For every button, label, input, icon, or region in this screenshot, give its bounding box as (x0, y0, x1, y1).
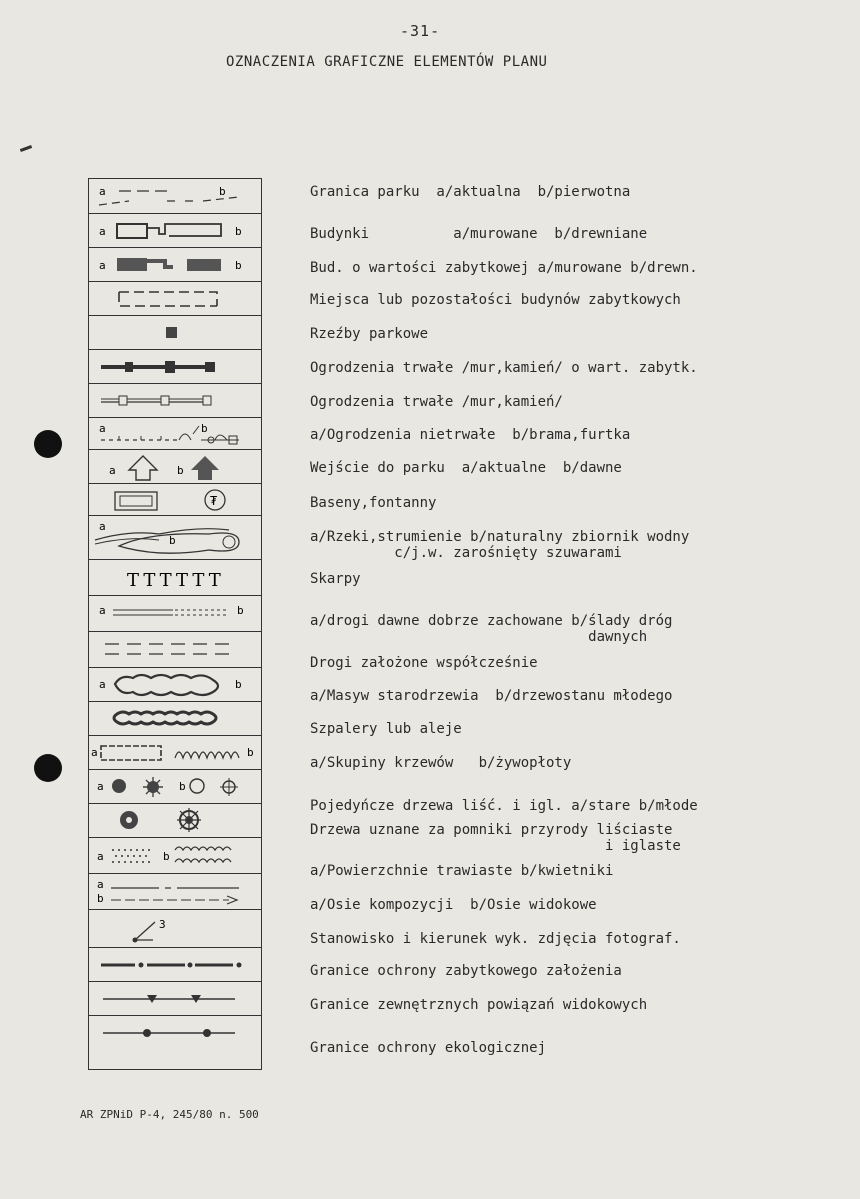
symbol-monument-trees (89, 803, 261, 838)
svg-text:b: b (219, 185, 226, 198)
legend-text-permanent-fence: Ogrodzenia trwałe /mur,kamień/ (310, 394, 563, 410)
legend-text-old-roads: a/drogi dawne dobrze zachowane b/ślady dróg dawnych (310, 613, 673, 645)
archive-reference-footer: AR ZPNiD P-4, 245/80 n. 500 (80, 1108, 259, 1121)
svg-text:b: b (97, 892, 104, 905)
svg-text:a: a (97, 878, 104, 891)
svg-text:b: b (177, 464, 184, 477)
legend-text-photo-viewpoint: Stanowisko i kierunek wyk. zdjęcia fotograf. (310, 931, 681, 947)
svg-text:a: a (99, 678, 106, 691)
legend-text-lawns: a/Powierzchnie trawiaste b/kwietniki (310, 863, 614, 879)
svg-text:3: 3 (159, 918, 166, 931)
symbol-modern-roads (89, 631, 261, 668)
svg-text:b: b (235, 259, 242, 272)
legend-text-monument-trees: Drzewa uznane za pomniki przyrody liściaste i iglaste (310, 822, 681, 854)
symbol-old-tree-mass (89, 667, 261, 702)
svg-text:b: b (247, 746, 254, 759)
legend-symbol-table (88, 178, 262, 1070)
svg-text:b: b (237, 604, 244, 617)
symbol-remnant-locations (89, 281, 261, 316)
legend-text-axes: a/Osie kompozycji b/Osie widokowe (310, 897, 597, 913)
symbol-heritage-protection-boundary (89, 947, 261, 982)
symbol-pools-fountains (89, 483, 261, 516)
svg-text:a: a (97, 780, 104, 793)
symbol-photo-viewpoint (89, 909, 261, 948)
legend-text-avenues: Szpalery lub aleje (310, 721, 462, 737)
svg-text:a: a (91, 746, 98, 759)
svg-text:a: a (97, 850, 104, 863)
legend-text-park-boundary: Granica parku a/aktualna b/pierwotna (310, 184, 631, 200)
legend-text-visual-links-boundary: Granice zewnętrznych powiązań widokowych (310, 997, 648, 1013)
symbol-historic-fence (89, 349, 261, 384)
symbol-avenues (89, 701, 261, 736)
svg-text:b: b (169, 534, 176, 547)
svg-text:b: b (201, 422, 208, 435)
symbol-permanent-fence (89, 383, 261, 418)
symbol-park-entrance (89, 449, 261, 484)
symbol-historic-buildings (89, 247, 261, 282)
symbol-ecological-boundary (89, 1015, 261, 1070)
symbol-park-boundary (89, 179, 261, 213)
symbol-temporary-fence-gate (89, 417, 261, 450)
legend-text-heritage-boundary: Granice ochrony zabytkowego założenia (310, 963, 622, 979)
legend-text-shrubs: a/Skupiny krzewów b/żywopłoty (310, 755, 572, 771)
svg-text:a: a (99, 604, 106, 617)
punch-hole (34, 754, 62, 782)
svg-text:a: a (109, 464, 116, 477)
svg-text:a: a (99, 422, 106, 435)
legend-text-single-trees: Pojedyńcze drzewa liść. i igl. a/stare b/młode (310, 798, 698, 814)
legend-text-tree-mass: a/Masyw starodrzewia b/drzewostanu młodego (310, 688, 673, 704)
legend-text-temporary-fence: a/Ogrodzenia nietrwałe b/brama,furtka (310, 427, 631, 443)
svg-text:b: b (163, 850, 170, 863)
legend-text-rivers: a/Rzeki,strumienie b/naturalny zbiornik wodny c/j.w. zarośnięty szuwarami (310, 529, 690, 561)
symbol-visual-links-boundary (89, 981, 261, 1016)
symbol-sculptures (89, 315, 261, 350)
svg-text:a: a (99, 185, 106, 198)
symbol-shrubs-hedges (89, 735, 261, 770)
legend-text-historic-buildings: Bud. o wartości zabytkowej a/murowane b/drewn. (310, 260, 698, 276)
symbol-lawns-flowerbeds (89, 837, 261, 874)
legend-text-sculptures: Rzeźby parkowe (310, 326, 429, 342)
legend-text-escarpments: Skarpy (310, 571, 361, 587)
svg-text:TTTTTT: TTTTTT (127, 570, 225, 591)
symbol-old-roads (89, 595, 261, 632)
svg-text:b: b (179, 780, 186, 793)
legend-text-ecological-boundary: Granice ochrony ekologicznej (310, 1040, 547, 1056)
page-number: -31- (400, 22, 441, 40)
svg-text:a: a (99, 225, 106, 238)
symbol-composition-axes (89, 873, 261, 910)
symbol-single-trees (89, 769, 261, 804)
legend-text-pools: Baseny,fontanny (310, 495, 437, 511)
svg-text:b: b (235, 678, 242, 691)
svg-text:b: b (235, 225, 242, 238)
punch-hole (34, 430, 62, 458)
svg-text:₮: ₮ (210, 494, 218, 508)
legend-text-historic-fence: Ogrodzenia trwałe /mur,kamień/ o wart. zabytk. (310, 360, 698, 376)
legend-text-park-entrance: Wejście do parku a/aktualne b/dawne (310, 460, 622, 476)
legend-text-buildings: Budynki a/murowane b/drewniane (310, 226, 648, 242)
page-title: OZNACZENIA GRAFICZNE ELEMENTÓW PLANU (226, 54, 548, 70)
pen-mark (20, 145, 32, 152)
legend-text-remnant-locations: Miejsca lub pozostałości budynów zabytkowych (310, 292, 681, 308)
symbol-escarpments (89, 559, 261, 596)
symbol-buildings (89, 213, 261, 248)
legend-text-modern-roads: Drogi założone współcześnie (310, 655, 538, 671)
svg-text:a: a (99, 520, 106, 533)
symbol-rivers-water (89, 515, 261, 560)
svg-text:a: a (99, 259, 106, 272)
